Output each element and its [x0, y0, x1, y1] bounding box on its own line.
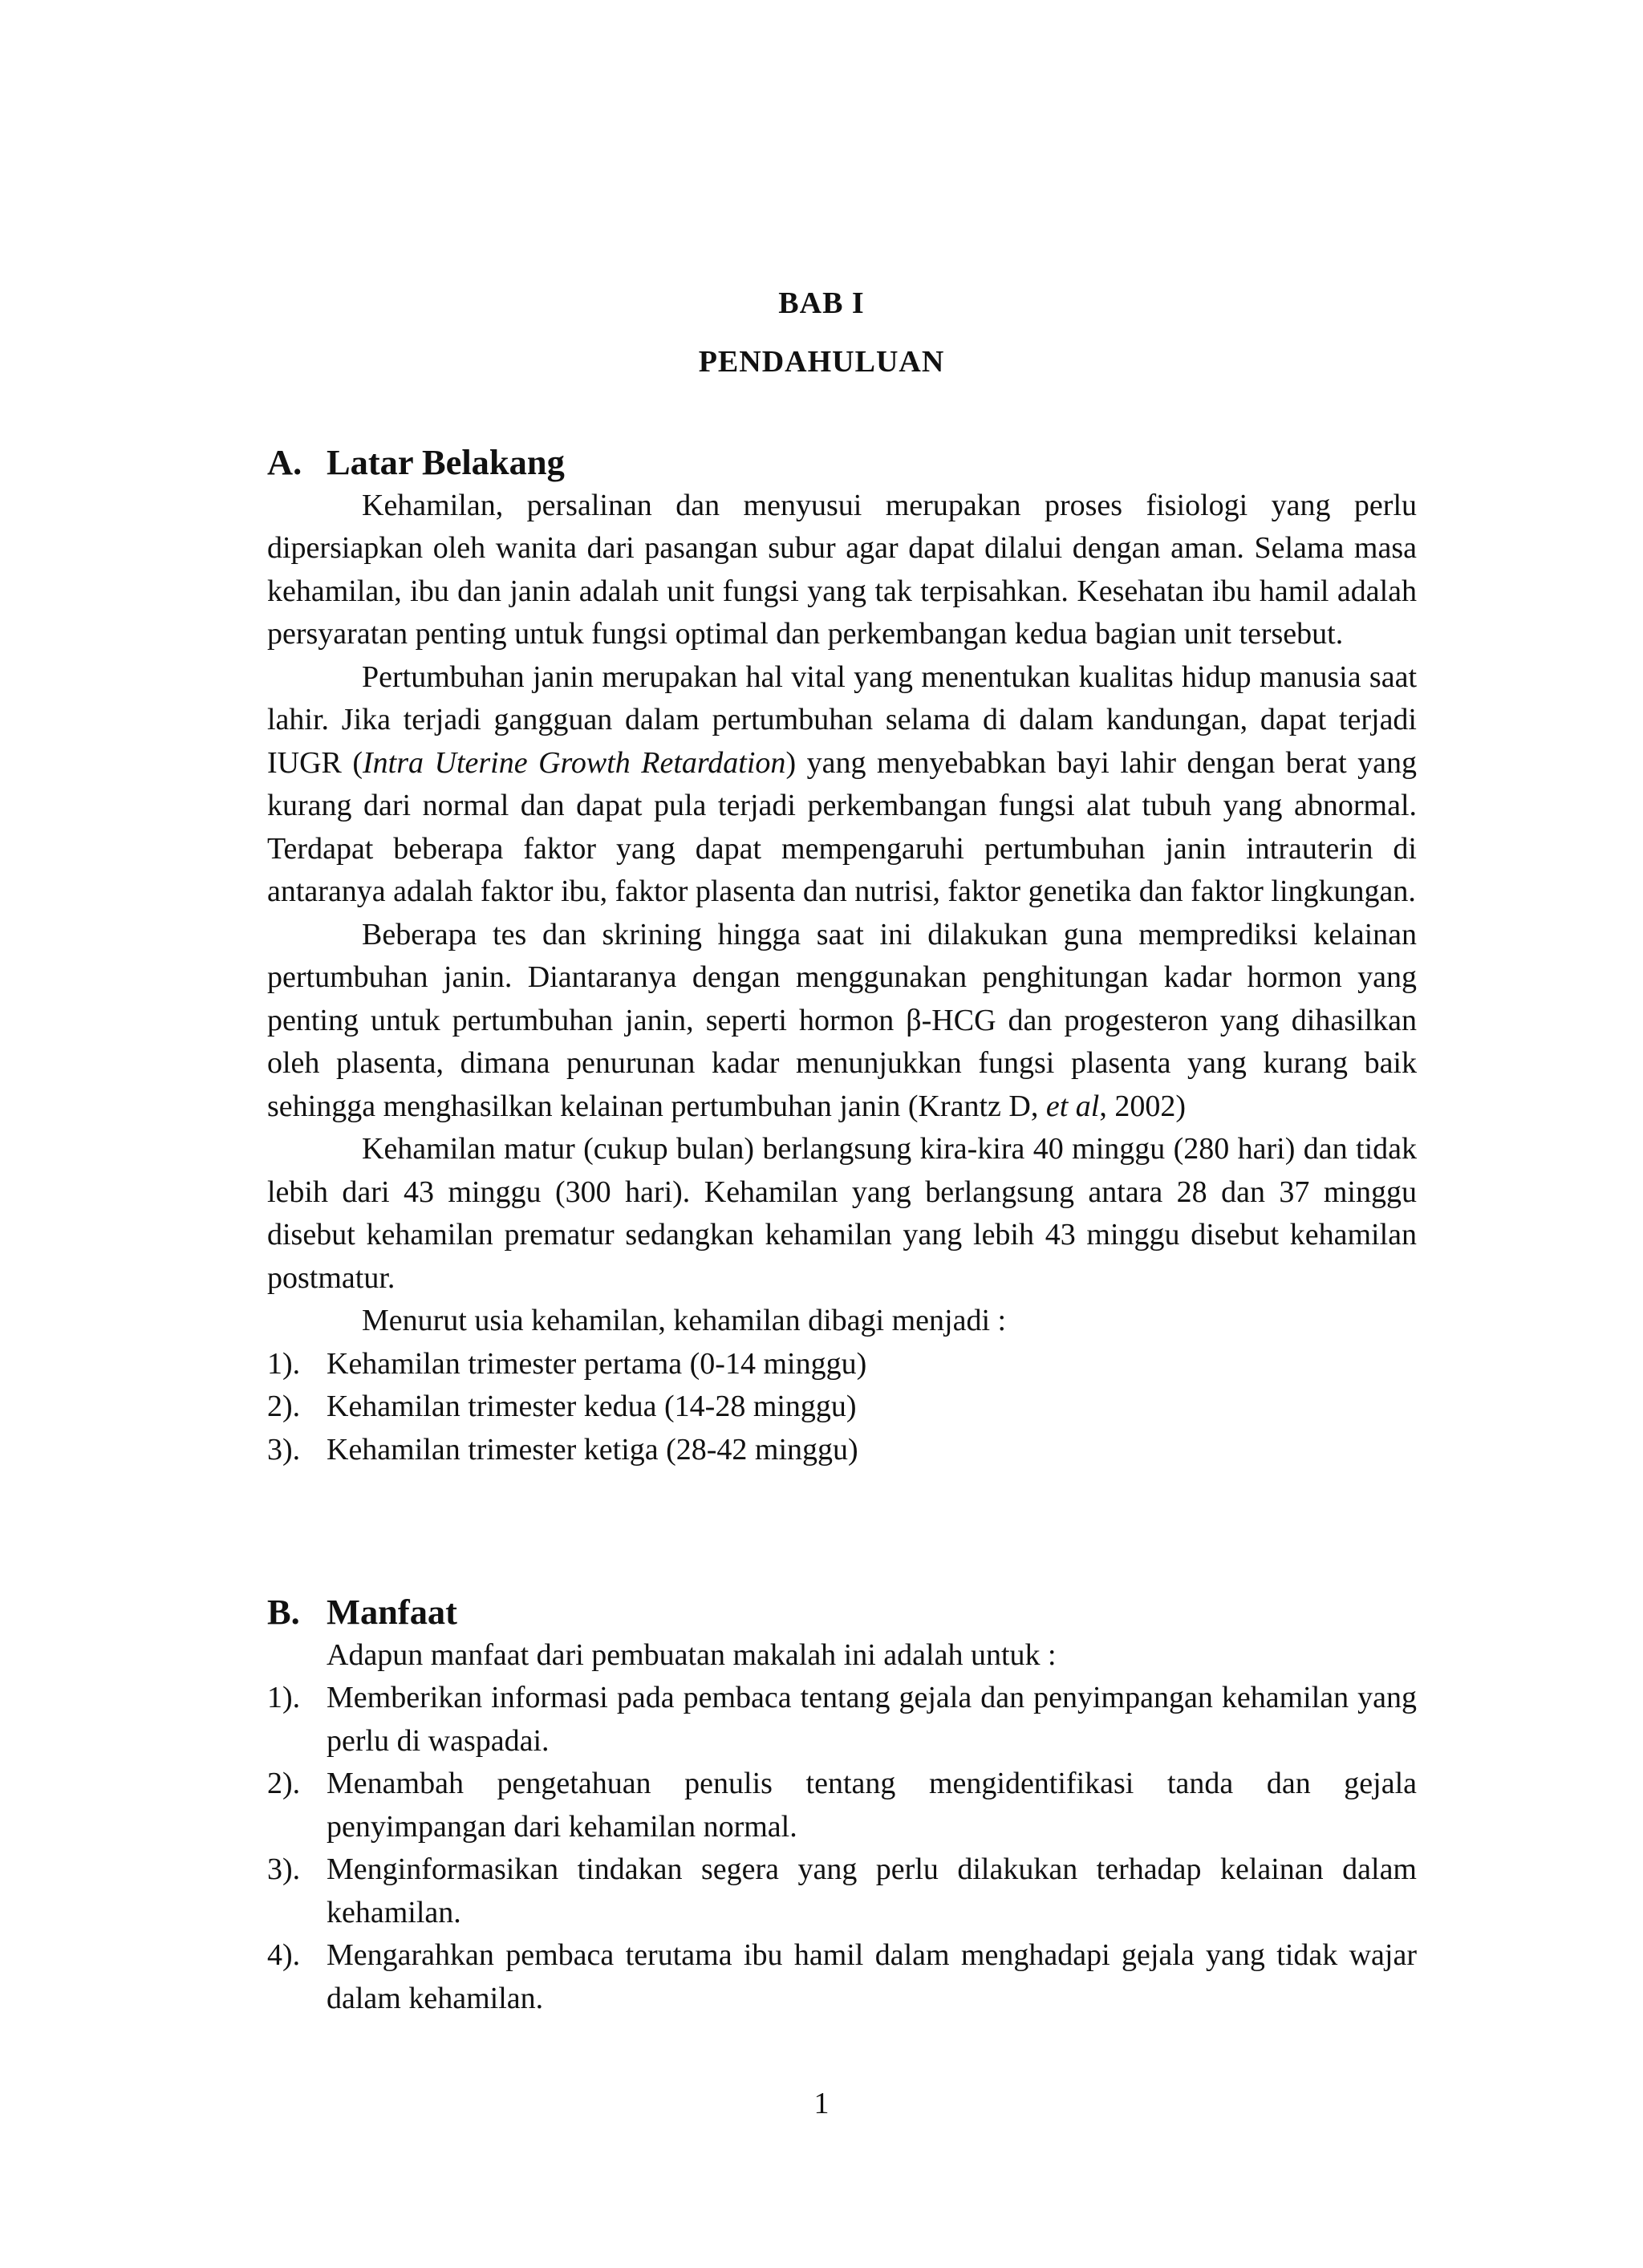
section-heading-a	[267, 441, 1417, 485]
list-item-number: 4).	[267, 1938, 301, 1972]
list-item	[267, 1763, 1417, 1848]
paragraph-2-text-end: ) yang menyebabkan bayi lahir dengan berat yang kurang dari normal dan dapat pula terjadi perkembangan fungsi alat tubuh yang abnormal. Terdapat beberapa faktor yang dapat mempengaruhi pertumbuhan janin intrauterin di antaranya adalah faktor ibu, faktor plasenta dan nutrisi, faktor genetika dan faktor lingkungan.	[267, 745, 1417, 908]
section-title-a: Latar Belakang	[327, 442, 565, 482]
manfaat-intro: Adapun manfaat dari pembuatan makalah ini adalah untuk :	[327, 1637, 1057, 1672]
paragraph-3-text-start: Beberapa tes dan skrining hingga saat ini dilakukan guna memprediksi kelainan pertumbuhan janin. Diantaranya dengan menggunakan penghitungan kadar hormon yang penting untuk pertumbuhan janin, seperti hormon β-HCG dan progesteron yang dihasilkan oleh plasenta, dimana penurunan kadar menunjukkan fungsi plasenta yang kurang baik sehingga menghasilkan kelainan pertumbuhan janin (Krantz D,	[267, 917, 1417, 1123]
trimester-list	[267, 1343, 1417, 1472]
paragraph-4: Kehamilan matur (cukup bulan) berlangsung kira-kira 40 minggu (280 hari) dan tidak lebih dari 43 minggu (300 hari). Kehamilan yang berlangsung antara 28 dan 37 minggu disebut kehamilan prematur sedangkan kehamilan yang lebih 43 minggu disebut kehamilan postmatur.	[267, 1132, 1417, 1295]
section-manfaat	[267, 1591, 1417, 2020]
paragraph-3	[267, 914, 1417, 1129]
list-item	[267, 1934, 1417, 2020]
chapter-title: PENDAHULUAN	[698, 345, 945, 379]
section-letter-a: A.	[267, 442, 302, 482]
list-item-text: Memberikan informasi pada pembaca tentang gejala dan penyimpangan kehamilan yang perlu di waspadai.	[327, 1681, 1417, 1758]
section-title-b: Manfaat	[327, 1592, 457, 1632]
list-item	[267, 1677, 1417, 1763]
list-item-text: Menambah pengetahuan penulis tentang mengidentifikasi tanda dan gejala penyimpangan dari kehamilan normal.	[327, 1767, 1417, 1844]
paragraph-5: Menurut usia kehamilan, kehamilan dibagi menjadi :	[362, 1304, 1007, 1337]
paragraph-1: Kehamilan, persalinan dan menyusui merupakan proses fisiologi yang perlu dipersiapkan oleh wanita dari pasangan subur agar dapat dilalui dengan aman. Selama masa kehamilan, ibu dan janin adalah unit fungsi yang tak terpisahkan. Kesehatan ibu hamil adalah persyaratan penting untuk fungsi optimal dan perkembangan kedua bagian unit tersebut.	[267, 488, 1417, 651]
paragraph-2-text-start: Pertumbuhan janin merupakan hal vital yang menentukan kualitas hidup manusia saat lahir. Jika terjadi gangguan dalam pertumbuhan selama di dalam kandungan, dapat terjadi IUGR (	[267, 659, 1417, 780]
paragraph-3-text-end: , 2002)	[1099, 1089, 1186, 1123]
section-heading-b	[267, 1591, 1417, 1634]
list-item-number: 3).	[267, 1432, 301, 1467]
list-item	[267, 1848, 1417, 1934]
paragraph-2	[267, 656, 1417, 914]
page-number: 1	[813, 2087, 830, 2120]
iugr-term-italic: Intra Uterine Growth Retardation	[363, 745, 786, 780]
list-item	[267, 1386, 1417, 1429]
list-item-number: 2).	[267, 1767, 301, 1800]
manfaat-list	[267, 1677, 1417, 2020]
list-item	[267, 1343, 1417, 1386]
section-letter-b: B.	[267, 1592, 300, 1632]
list-item-number: 3).	[267, 1852, 301, 1886]
list-item	[267, 1429, 1417, 1472]
list-item-text: Menginformasikan tindakan segera yang perlu dilakukan terhadap kelainan dalam kehamilan.	[327, 1852, 1417, 1929]
list-item-text: Kehamilan trimester kedua (14-28 minggu)	[327, 1390, 857, 1423]
chapter-heading: BAB I	[778, 286, 865, 320]
list-item-number: 2).	[267, 1390, 301, 1423]
list-item-number: 1).	[267, 1346, 301, 1381]
section-latar-belakang	[267, 441, 1417, 1471]
list-item-text: Kehamilan trimester pertama (0-14 minggu)	[327, 1346, 867, 1381]
list-item-text: Mengarahkan pembaca terutama ibu hamil dalam menghadapi gejala yang tidak wajar dalam kehamilan.	[327, 1938, 1417, 2015]
list-item-text: Kehamilan trimester ketiga (28-42 minggu)	[327, 1432, 858, 1467]
citation-et-al-italic: et al	[1045, 1089, 1100, 1123]
list-item-number: 1).	[267, 1681, 301, 1714]
